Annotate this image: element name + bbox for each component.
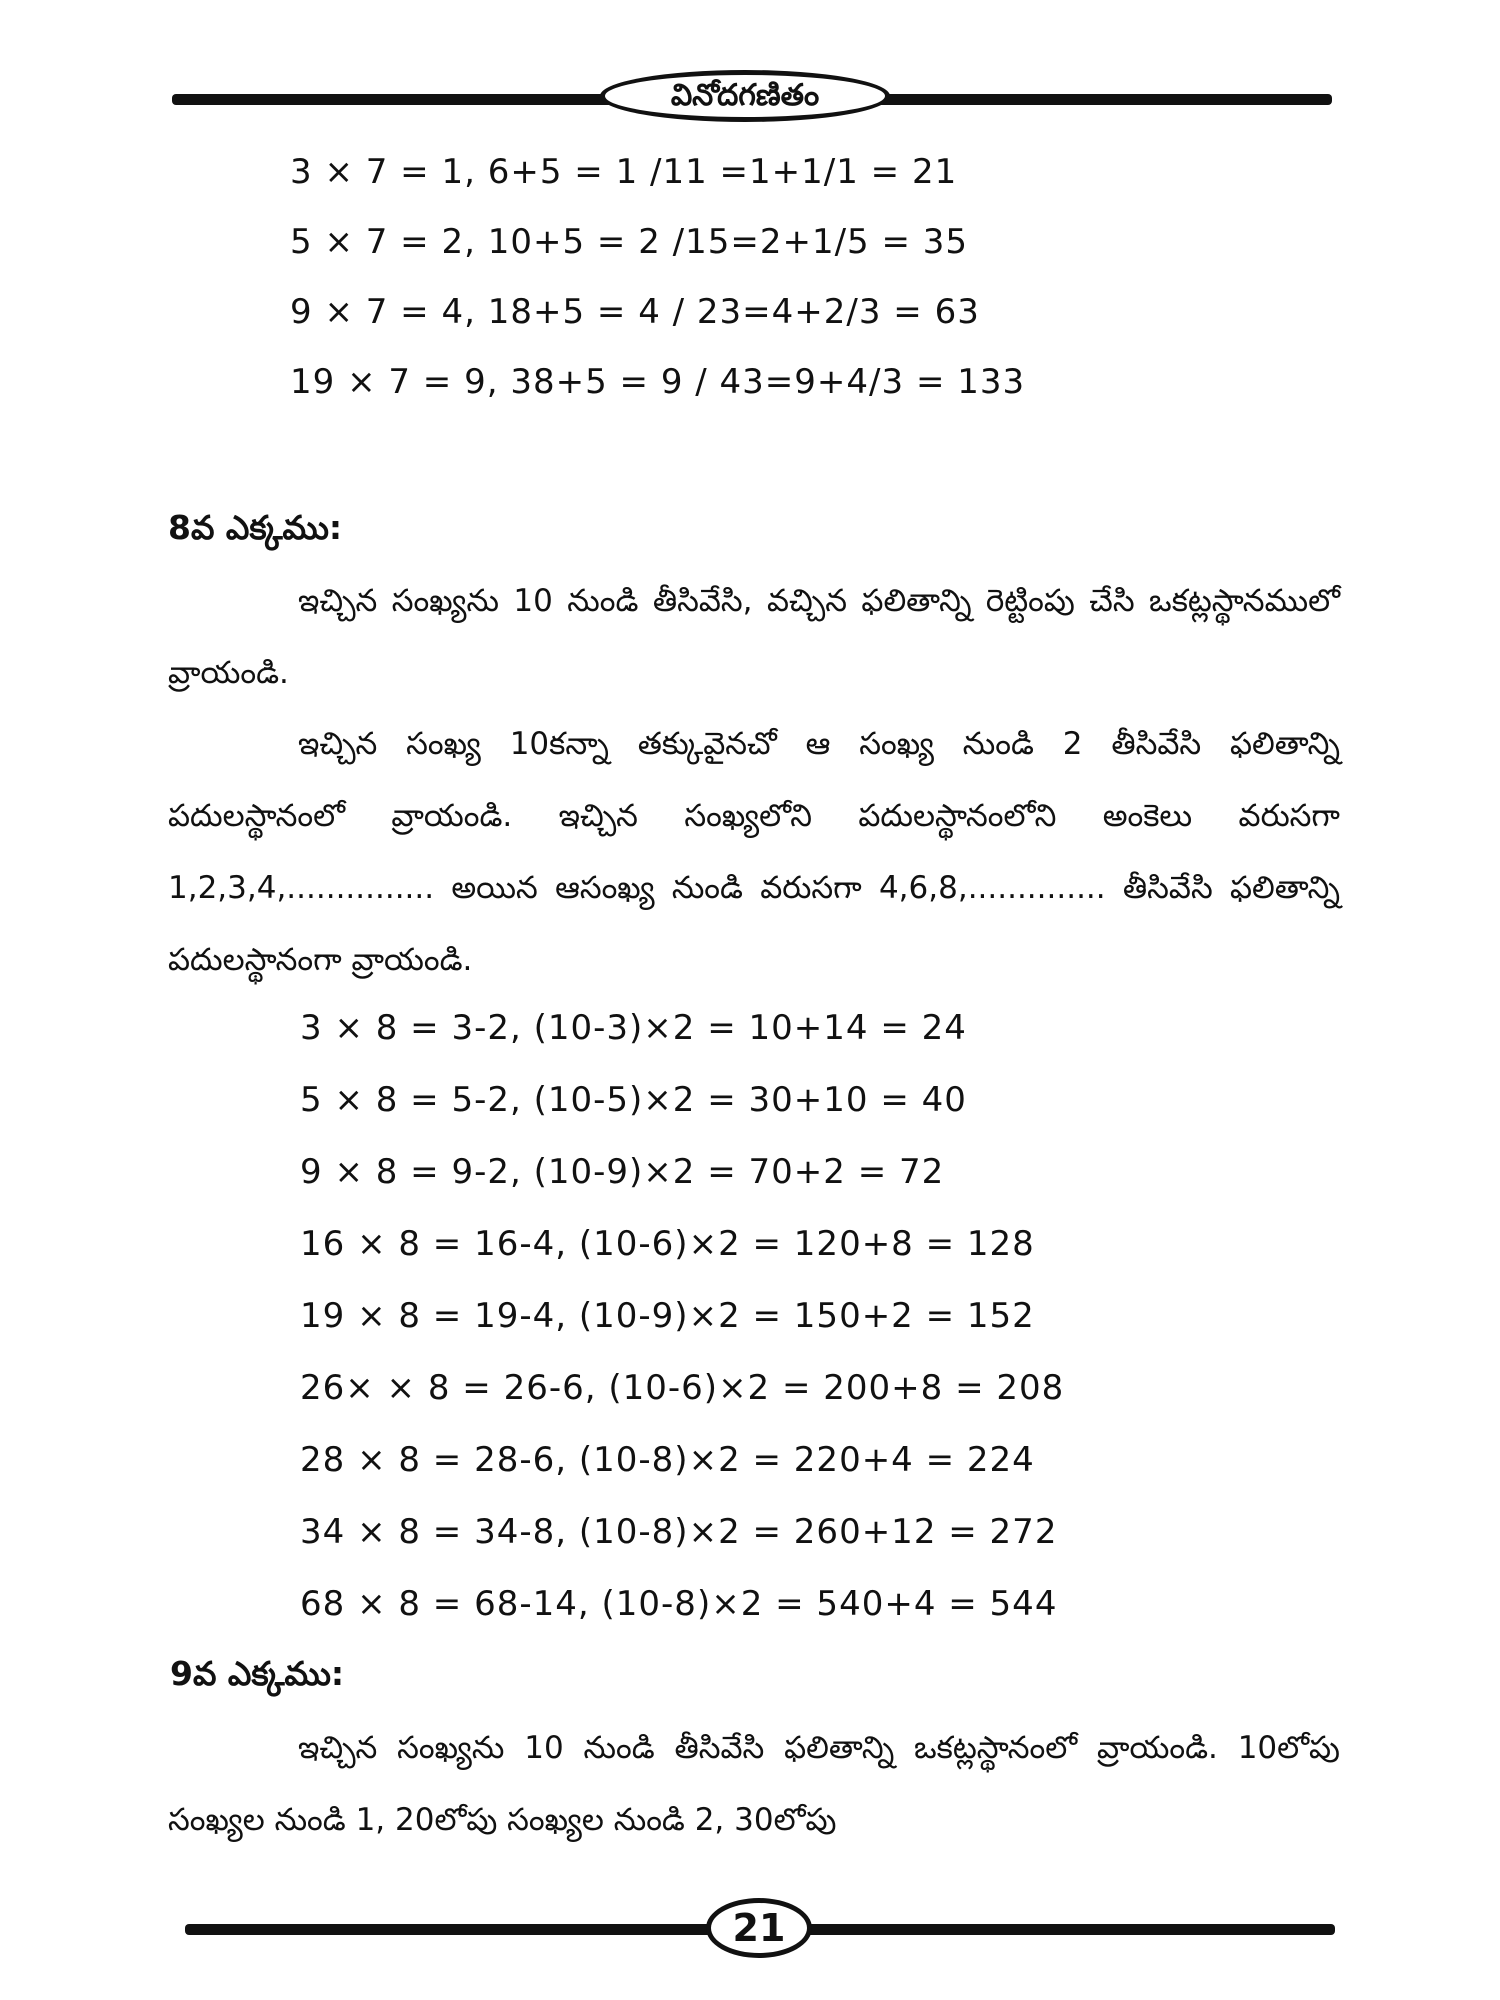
equation-line: 68 × 8 = 68-14, (10-8)×2 = 540+4 = 544	[300, 1584, 1058, 1624]
equation-line: 5 × 8 = 5-2, (10-5)×2 = 30+10 = 40	[300, 1080, 967, 1120]
page-number: 21	[706, 1898, 812, 1958]
section-heading-8: 8వ ఎక్కము:	[168, 508, 343, 547]
equation-line: 34 × 8 = 34-8, (10-8)×2 = 260+12 = 272	[300, 1512, 1058, 1552]
equation-line: 9 × 8 = 9-2, (10-9)×2 = 70+2 = 72	[300, 1152, 945, 1192]
equation-line: 3 × 7 = 1, 6+5 = 1 /11 =1+1/1 = 21	[290, 152, 958, 192]
equation-line: 26× × 8 = 26-6, (10-6)×2 = 200+8 = 208	[300, 1368, 1065, 1408]
running-header-title: వినోదగణితం	[600, 70, 890, 122]
equation-line: 19 × 7 = 9, 38+5 = 9 / 43=9+4/3 = 133	[290, 362, 1026, 402]
section8-paragraph-2: ఇచ్చిన సంఖ్య 10కన్నా తక్కువైనచో ఆ సంఖ్య నుండి 2 తీసివేసి ఫలితాన్ని పదులస్థానంలో వ్రాయండి. ఇచ్చిన సంఖ్యలోని పదులస్థానంలోని అంకెలు వరుసగా 1,2,3,4,............... అయిన ఆసంఖ్య నుండి వరుసగా 4,6,8,.............. తీసివేసి ఫలితాన్ని పదులస్థానంగా వ్రాయండి.	[168, 726, 1340, 978]
section8-paragraph-1: ఇచ్చిన సంఖ్యను 10 నుండి తీసివేసి, వచ్చిన ఫలితాన్ని రెట్టింపు చేసి ఒకట్లస్థానములో వ్రాయండి.	[168, 583, 1340, 691]
equation-line: 5 × 7 = 2, 10+5 = 2 /15=2+1/5 = 35	[290, 222, 969, 262]
section9-paragraph-1: ఇచ్చిన సంఖ్యను 10 నుండి తీసివేసి ఫలితాన్ని ఒకట్లస్థానంలో వ్రాయండి. 10లోపు సంఖ్యల నుండి 1, 20లోపు సంఖ్యల నుండి 2, 30లోపు	[168, 1730, 1340, 1838]
equation-line: 9 × 7 = 4, 18+5 = 4 / 23=4+2/3 = 63	[290, 292, 980, 332]
section-heading-9: 9వ ఎక్కము:	[170, 1654, 345, 1693]
equation-line: 3 × 8 = 3-2, (10-3)×2 = 10+14 = 24	[300, 1008, 967, 1048]
equation-line: 28 × 8 = 28-6, (10-8)×2 = 220+4 = 224	[300, 1440, 1035, 1480]
equation-line: 16 × 8 = 16-4, (10-6)×2 = 120+8 = 128	[300, 1224, 1035, 1264]
equation-line: 19 × 8 = 19-4, (10-9)×2 = 150+2 = 152	[300, 1296, 1035, 1336]
